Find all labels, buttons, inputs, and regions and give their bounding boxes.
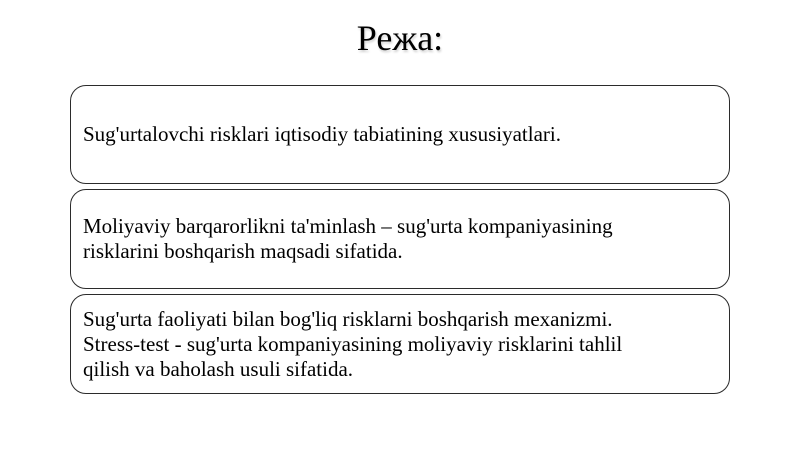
plan-item-2-text: [83, 214, 613, 264]
plan-item-1: [70, 85, 730, 184]
plan-item-3-line-1: Sug'urta faoliyati bilan bog'liq risklarni boshqarish mexanizmi.: [83, 306, 613, 331]
plan-item-3-text: [83, 307, 622, 382]
plan-item-1-text: [83, 122, 561, 147]
plan-item-3-line-2: Stress-test - sug'urta kompaniyasining moliyaviy risklarini tahlil: [83, 331, 623, 356]
plan-item-3-line-3: qilish va baholash usuli sifatida.: [83, 356, 354, 381]
plan-item-1-line-1: Sug'urtalovchi risklari iqtisodiy tabiatining xususiyatlari.: [83, 122, 561, 146]
slide-title: Режа:: [356, 18, 444, 58]
plan-item-2-line-2: risklarini boshqarish maqsadi sifatida.: [83, 239, 403, 263]
plan-item-2: [70, 189, 730, 289]
plan-item-3: [70, 294, 730, 394]
plan-item-2-line-1: Moliyaviy barqarorlikni ta'minlash – sug'urta kompaniyasining: [83, 214, 613, 238]
